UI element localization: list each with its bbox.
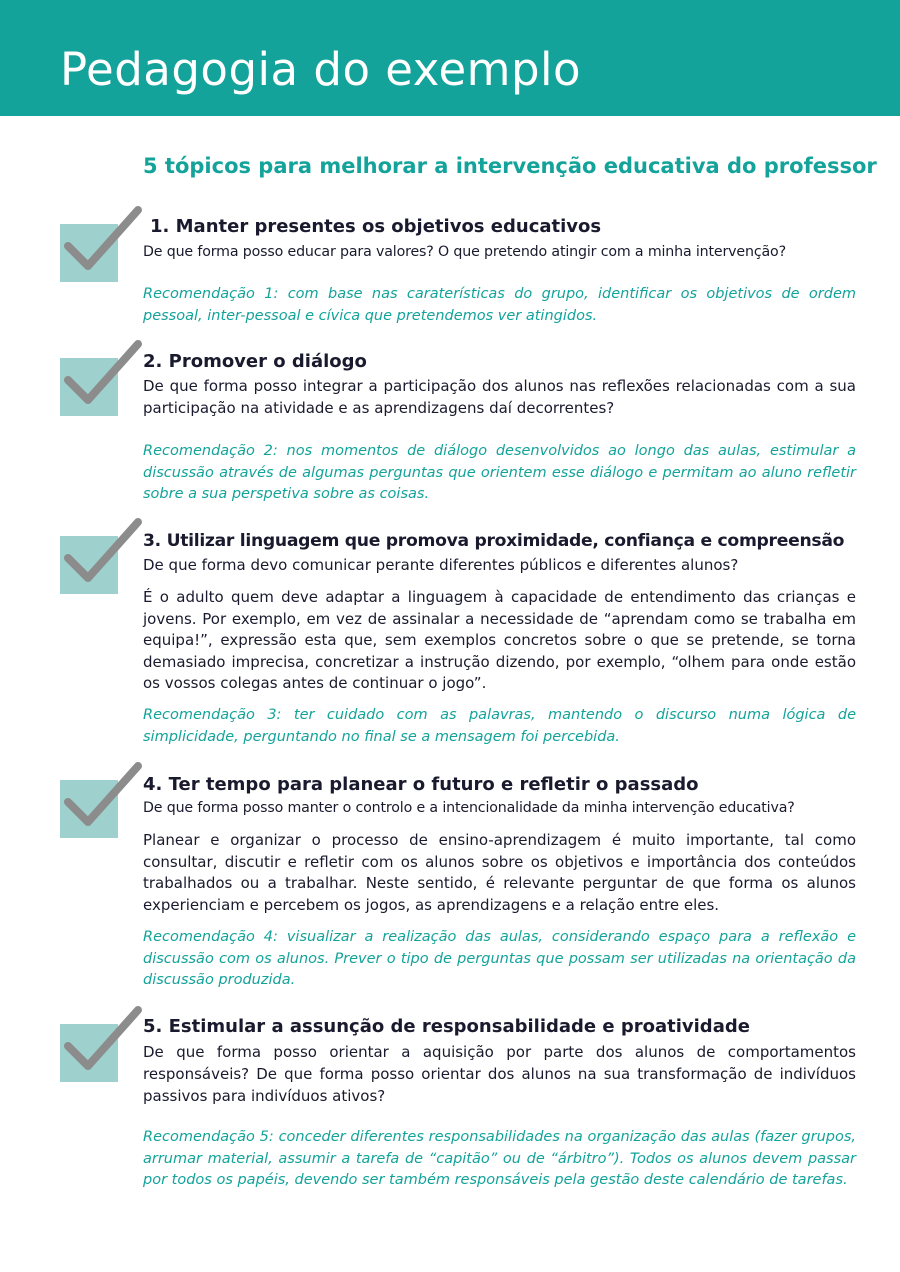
section-heading: 2. Promover o diálogo — [143, 351, 367, 372]
section-heading: 4. Ter tempo para planear o futuro e refletir o passado — [143, 774, 699, 795]
section-recommendation: Recomendação 2: nos momentos de diálogo desenvolvidos ao longo das aulas, estimular a discussão através de algumas perguntas que orientem esse diálogo e permitam ao aluno refletir sobre a sua perspetiva sobre as coisas. — [143, 443, 856, 502]
page-subtitle: 5 tópicos para melhorar a intervenção educativa do professor — [143, 154, 877, 178]
section-recommendation: Recomendação 1: com base nas caraterísticas do grupo, identificar os objetivos de ordem pessoal, inter-pessoal e cívica que pretendemos ver atingidos. — [143, 286, 856, 324]
checkbox-check-icon — [60, 334, 142, 416]
section-question: De que forma devo comunicar perante diferentes públicos e diferentes alunos? — [143, 556, 739, 574]
checkbox-check-icon — [60, 1000, 142, 1082]
page-title: Pedagogia do exemplo — [60, 43, 582, 96]
checkbox-check-icon — [60, 200, 142, 282]
section-question: De que forma posso orientar a aquisição por parte dos alunos de comportamentos responsáveis? De que forma posso orientar dos alunos na sua transformação de indivíduos passivos para indivíduos ativos? — [143, 1043, 856, 1105]
section-heading: 1. Manter presentes os objetivos educativos — [150, 216, 602, 237]
section-recommendation: Recomendação 4: visualizar a realização das aulas, considerando espaço para a reflexão e discussão com os alunos. Prever o tipo de perguntas que possam ser utilizadas na orientação da discussão produzida. — [143, 929, 856, 988]
section-question: De que forma posso integrar a participação dos alunos nas reflexões relacionadas com a sua participação na atividade e as aprendizagens daí decorrentes? — [143, 377, 856, 417]
checkbox-check-icon — [60, 512, 142, 594]
section-paragraph: Planear e organizar o processo de ensino-aprendizagem é muito importante, tal como consultar, discutir e refletir com os alunos sobre os objetivos e importância dos conteúdos trabalhados ou a trabalhar. Neste sentido, é relevante perguntar de que forma os alunos experienciam e percebem os jogos, as aprendizagens e a relação entre eles. — [143, 831, 856, 914]
section-paragraph: É o adulto quem deve adaptar a linguagem à capacidade de entendimento das crianças e jovens. Por exemplo, em vez de assinalar a necessidade de “aprendam como se trabalha em equipa!”, expressão esta que, sem exemplos concretos sobre o que se pretende, se torna demasiado imprecisa, concretizar a instrução dizendo, por exemplo, “olhem para onde estão os vossos colegas antes de continuar o jogo”. — [143, 588, 856, 692]
section-recommendation: Recomendação 5: conceder diferentes responsabilidades na organização das aulas (fazer grupos, arrumar material, assumir a tarefa de “capitão” ou de “árbitro”). Todos os alunos devem passar por todos os papéis, devendo ser também responsáveis pela gestão deste calendário de tarefas. — [143, 1129, 856, 1188]
section-heading: 5. Estimular a assunção de responsabilidade e proatividade — [143, 1016, 750, 1037]
section-recommendation: Recomendação 3: ter cuidado com as palavras, mantendo o discurso numa lógica de simplicidade, perguntando no final se a mensagem foi percebida. — [143, 707, 856, 745]
checkbox-check-icon — [60, 756, 142, 838]
section-question: De que forma posso manter o controlo e a intencionalidade da minha intervenção educativa? — [143, 800, 795, 816]
header-banner — [0, 0, 900, 116]
section-heading: 3. Utilizar linguagem que promova proximidade, confiança e compreensão — [143, 531, 845, 551]
section-question: De que forma posso educar para valores? O que pretendo atingir com a minha intervenção? — [143, 244, 786, 260]
